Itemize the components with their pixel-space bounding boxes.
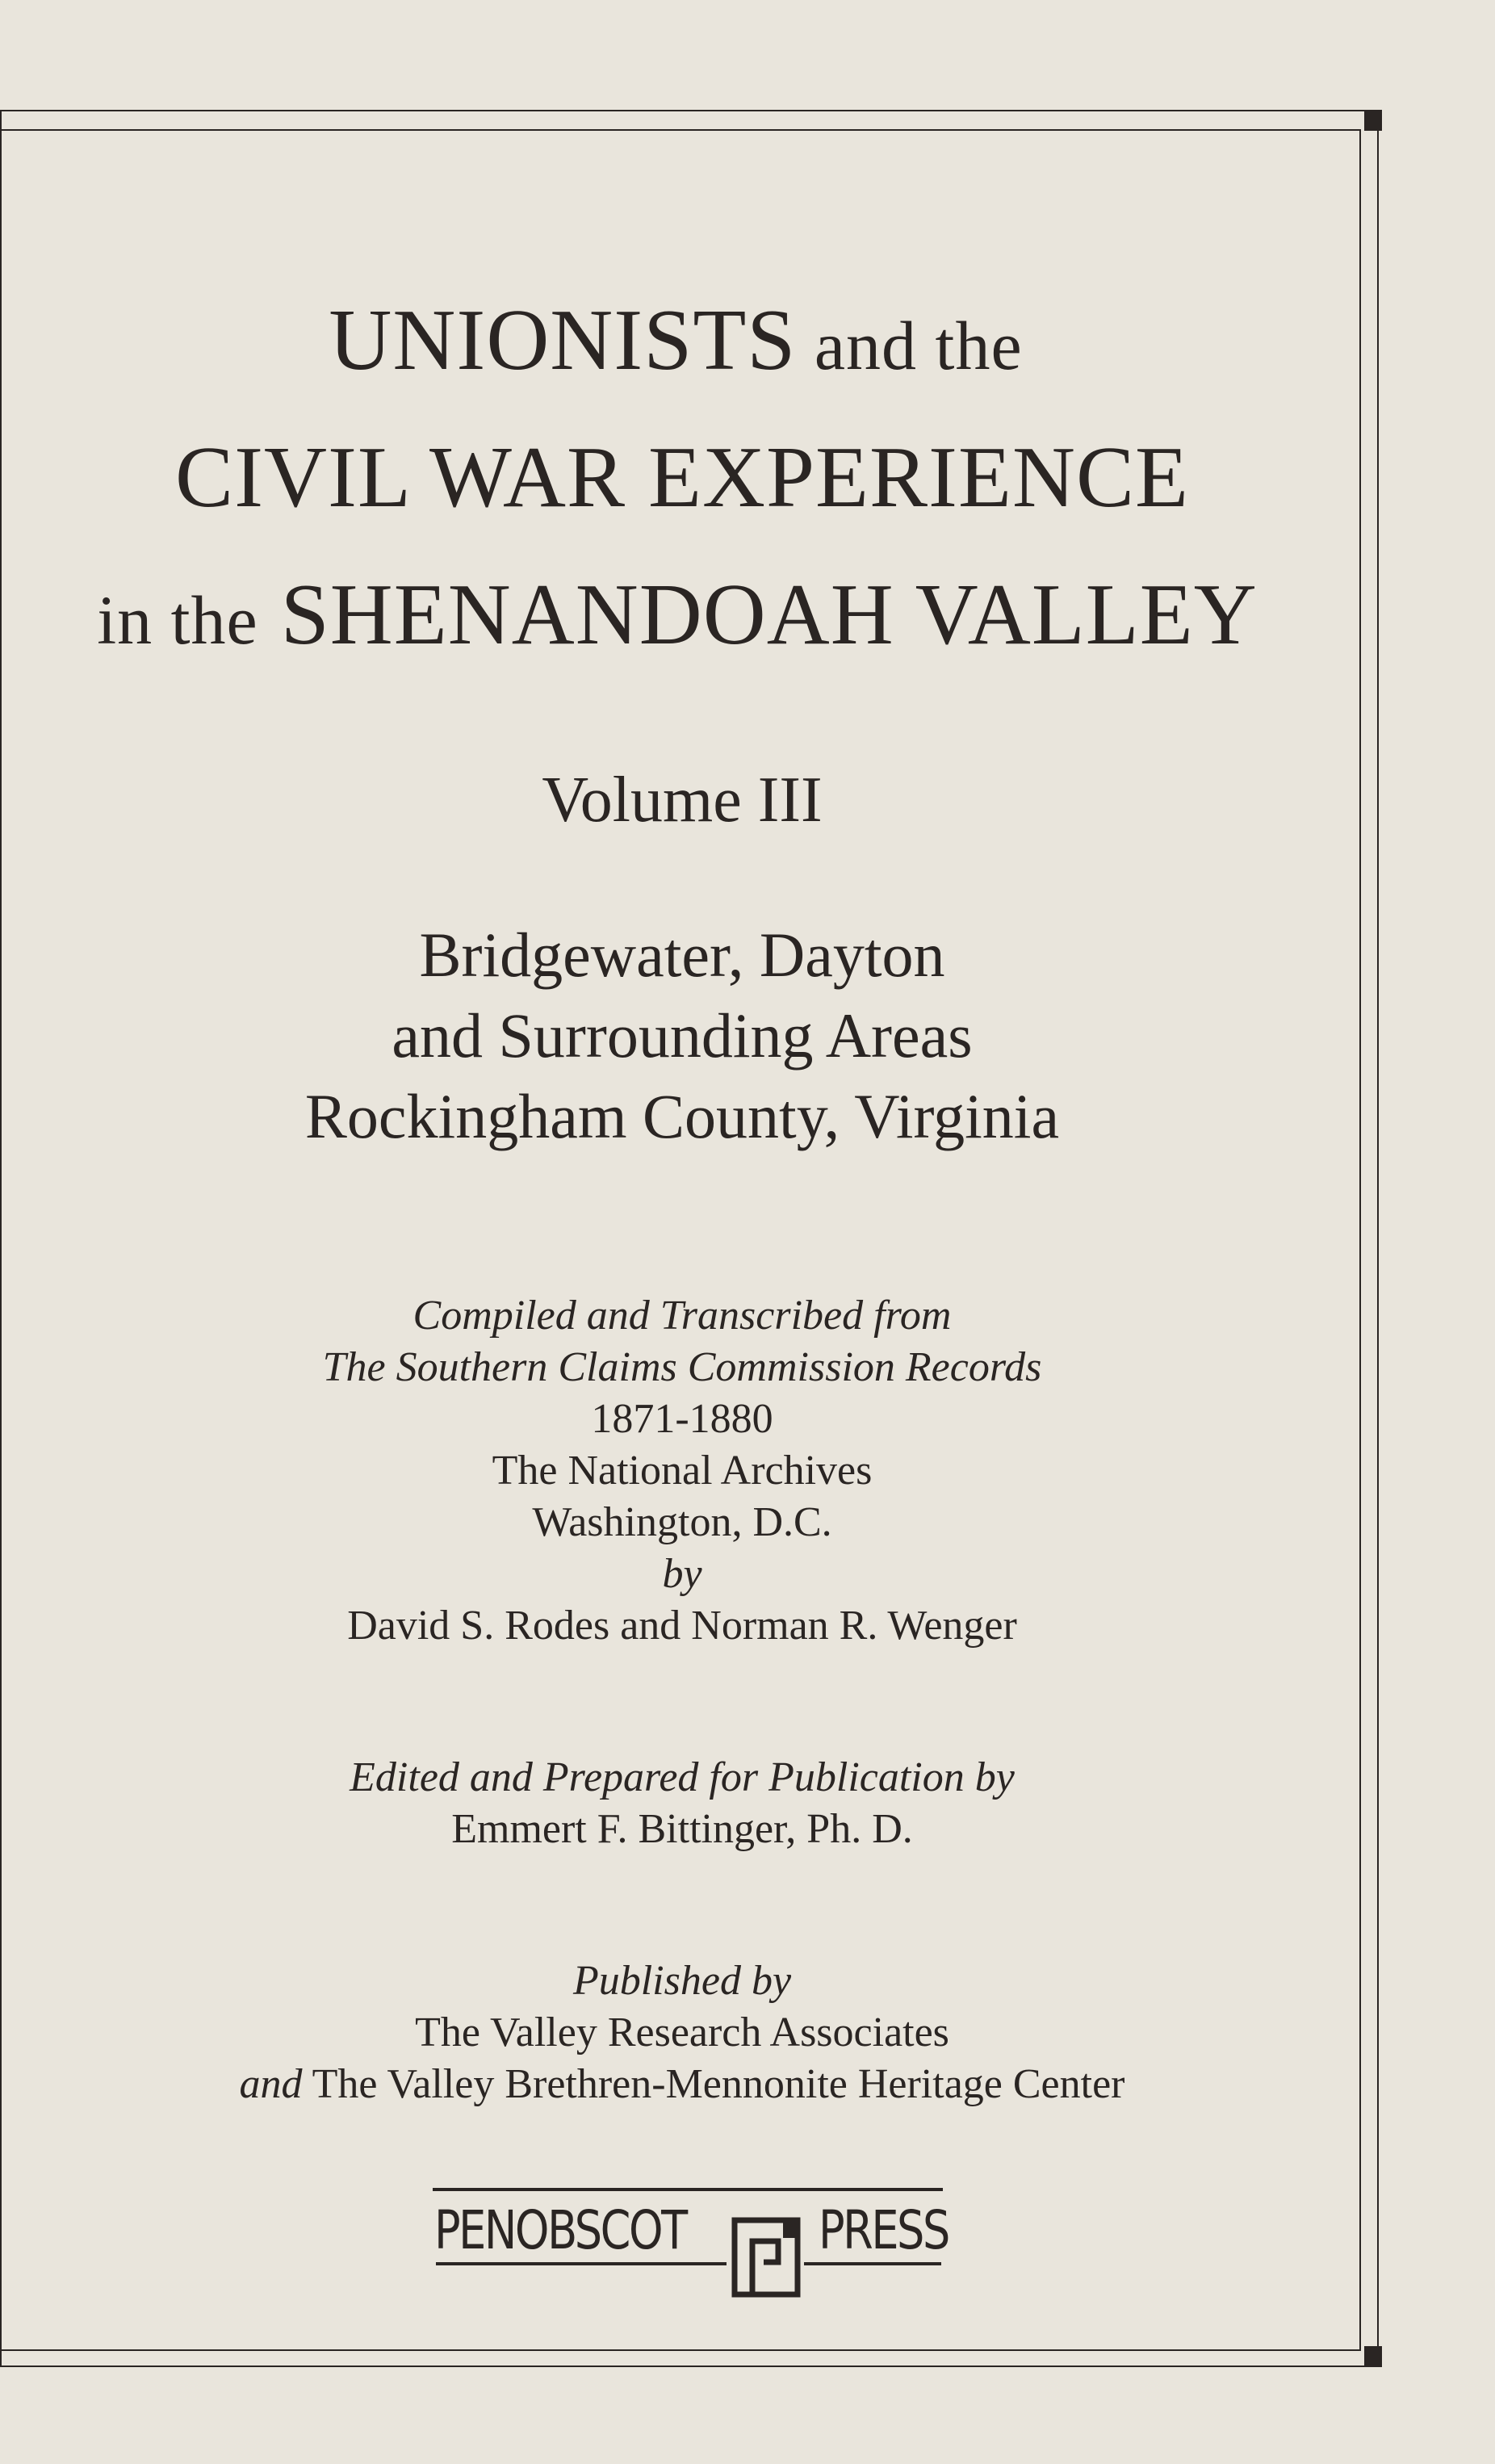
title-shenandoah-valley: SHENANDOAH VALLEY <box>258 567 1258 663</box>
border-corner-top <box>1364 110 1382 131</box>
border-corner-bottom <box>1364 2346 1382 2367</box>
logo-rule-bottom-left <box>436 2262 727 2265</box>
place-line-3: Rockingham County, Virginia <box>304 1081 1060 1151</box>
publisher-1: The Valley Research Associates <box>415 2009 949 2055</box>
title-line-1 <box>0 291 1358 391</box>
logo-p-mark-icon <box>731 2217 801 2298</box>
compiled-by: by <box>662 1551 702 1597</box>
compiled-years: 1871-1880 <box>591 1396 773 1442</box>
place-line-1: Bridgewater, Dayton <box>419 920 945 990</box>
edited-line: Edited and Prepared for Publication by <box>350 1754 1015 1800</box>
publisher-and: and <box>239 2061 303 2107</box>
title-line-2: CIVIL WAR EXPERIENCE <box>175 430 1189 526</box>
compiled-line-2: The Southern Claims Commission Records <box>322 1344 1042 1390</box>
compiled-city: Washington, D.C. <box>532 1499 832 1545</box>
published-by-label: Published by <box>572 1958 792 2004</box>
title-in-the: in the <box>97 581 258 659</box>
publisher-2: The Valley Brethren-Mennonite Heritage Center <box>302 2061 1125 2107</box>
compiled-line-1: Compiled and Transcribed from <box>412 1293 952 1339</box>
logo-rule-top <box>433 2188 943 2191</box>
volume-label: Volume III <box>542 765 823 836</box>
logo-word-penobscot: PENOBSCOT <box>434 2199 686 2261</box>
title-and-the: and the <box>796 307 1023 384</box>
title-line-3 <box>0 565 1359 665</box>
compiled-authors: David S. Rodes and Norman R. Wenger <box>347 1603 1017 1649</box>
title-unionists: UNIONISTS <box>329 292 797 388</box>
place-line-2: and Surrounding Areas <box>392 1000 973 1071</box>
publisher-2-line <box>0 2060 1364 2108</box>
compiled-archive: The National Archives <box>492 1448 873 1494</box>
logo-word-press: PRESS <box>819 2199 949 2261</box>
penobscot-press-logo <box>433 2185 949 2298</box>
editor-name: Emmert F. Bittinger, Ph. D. <box>451 1806 913 1852</box>
logo-rule-bottom-right <box>804 2262 941 2265</box>
